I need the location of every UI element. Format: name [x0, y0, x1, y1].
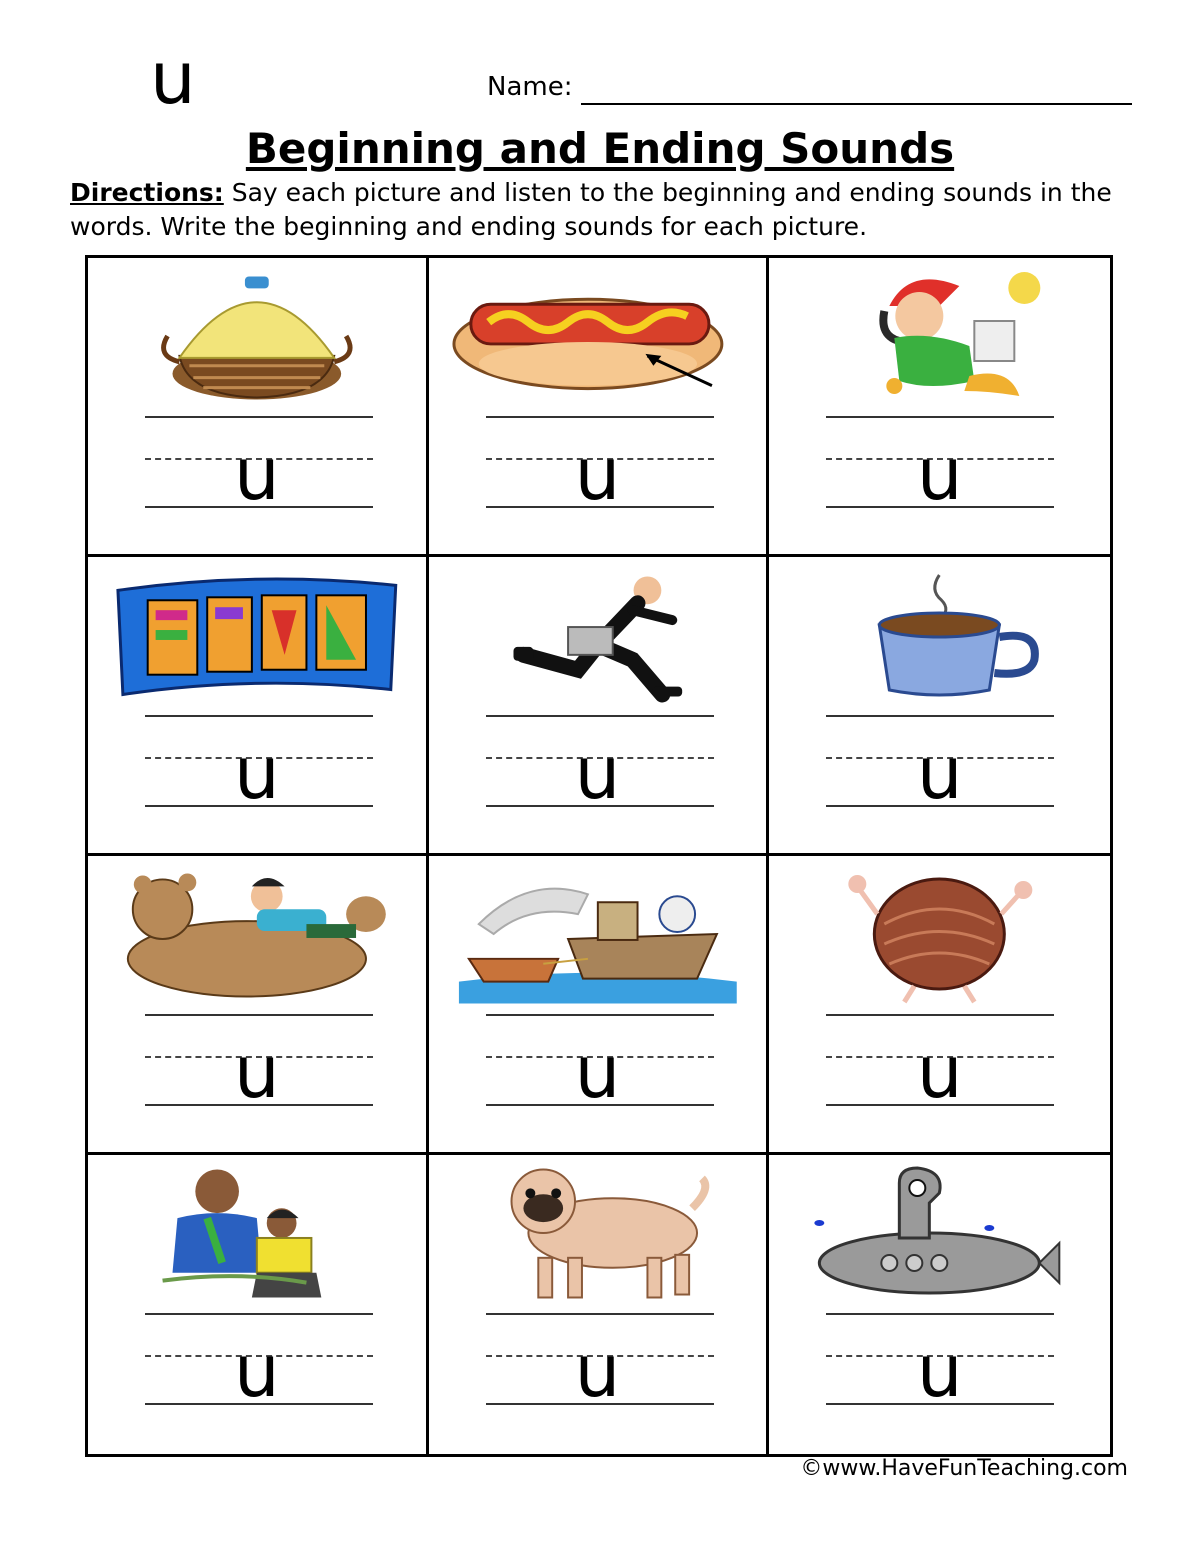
cell-letter: u — [234, 731, 280, 815]
directions-text: Say each picture and listen to the beginning and ending sounds in the words. Write the beginning and ending sounds for each picture. — [70, 178, 1112, 241]
pug-icon — [449, 1163, 747, 1303]
write-line-top — [145, 1313, 373, 1315]
write-line-top — [145, 715, 373, 717]
write-line-top — [486, 1313, 714, 1315]
picture-cell — [88, 557, 429, 856]
rug-icon — [108, 565, 406, 705]
page-title: Beginning and Ending Sounds — [245, 124, 955, 173]
write-line-top — [145, 1014, 373, 1016]
cell-letter: u — [916, 1030, 963, 1114]
directions-label: Directions: — [70, 178, 224, 207]
worksheet-letter: u — [150, 36, 196, 120]
picture-cell — [429, 1155, 770, 1454]
cell-letter: u — [574, 1329, 621, 1413]
name-label: Name: — [487, 72, 573, 102]
mug-icon — [789, 565, 1090, 705]
cell-letter: u — [916, 1329, 963, 1413]
cell-letter: u — [234, 1030, 280, 1114]
picture-cell — [769, 258, 1110, 557]
picture-cell — [769, 557, 1110, 856]
name-field-row — [487, 70, 1132, 110]
picture-cell — [429, 557, 770, 856]
tugboat-icon — [449, 864, 747, 1004]
running-man-icon — [449, 565, 747, 705]
cell-letter: u — [234, 1329, 280, 1413]
write-line-top — [486, 715, 714, 717]
cell-letter: u — [916, 432, 963, 516]
shrug-icon — [108, 1163, 406, 1303]
picture-cell — [429, 258, 770, 557]
cell-letter: u — [574, 1030, 621, 1114]
bear-hug-icon — [108, 864, 406, 1004]
write-line-top — [486, 416, 714, 418]
picture-cell — [429, 856, 770, 1155]
elf-cutting-icon — [789, 266, 1090, 406]
name-write-line[interactable] — [581, 103, 1132, 105]
picture-grid — [85, 255, 1113, 1457]
directions — [70, 176, 1130, 244]
write-line-top — [826, 715, 1054, 717]
hot-dog-bun-icon — [449, 266, 747, 406]
write-line-top — [826, 416, 1054, 418]
cell-letter: u — [916, 731, 963, 815]
cell-letter: u — [574, 432, 621, 516]
write-line-top — [486, 1014, 714, 1016]
picture-cell — [88, 258, 429, 557]
cell-letter: u — [234, 432, 280, 516]
picture-cell — [769, 856, 1110, 1155]
copyright: ©www.HaveFunTeaching.com — [800, 1456, 1128, 1481]
cell-letter: u — [574, 731, 621, 815]
picture-cell — [769, 1155, 1110, 1454]
picture-cell — [88, 1155, 429, 1454]
write-line-top — [826, 1014, 1054, 1016]
picture-cell — [88, 856, 429, 1155]
write-line-top — [826, 1313, 1054, 1315]
nut-icon — [789, 864, 1090, 1004]
write-line-top — [145, 416, 373, 418]
submarine-icon — [789, 1163, 1090, 1303]
tagine-basket-icon — [108, 266, 406, 406]
